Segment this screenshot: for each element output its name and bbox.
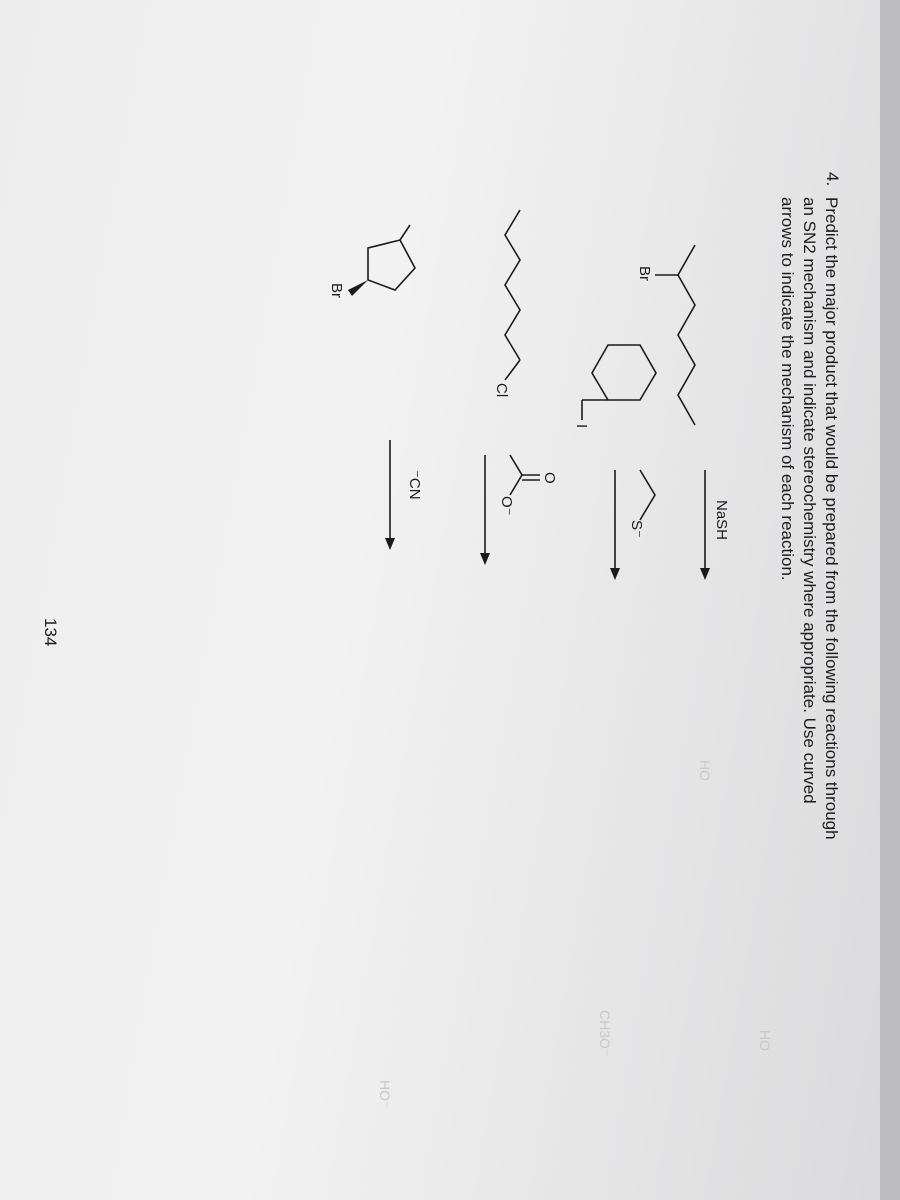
reaction-3 [480,210,558,565]
show-through-marks [377,760,773,1108]
substrate-2-label: I [573,424,590,429]
reaction-1 [636,245,730,580]
reaction-2-arrowhead [610,568,620,580]
reagent-3-acetate [510,455,522,495]
substrate-2-ring [592,345,656,400]
substrate-1-chain [678,245,695,425]
svg-text:HO: HO [757,1030,773,1051]
substrate-4-label: Br [328,283,345,298]
reaction-1-arrowhead [700,568,710,580]
question-prompt: Predict the major product that would be prepared from the following reactions through an SN2 mechanism and indicate stereochemistry where appropriate. Use curved arrows to indicate the mechanism of each reaction. [778,197,841,840]
substrate-4-ring [368,240,415,290]
substrate-4-methyl [400,225,410,240]
reaction-3-arrowhead [480,553,490,565]
svg-text:CH3O⁻: CH3O⁻ [597,1010,613,1057]
substrate-1-label: Br [636,266,653,281]
substrate-3-cl-bond [505,360,520,380]
reaction-3-reagent: O⁻ [498,496,515,516]
svg-text:HO⁻: HO⁻ [377,1080,393,1109]
reaction-4 [328,225,423,550]
reaction-4-reagent: ⁻CN [406,470,423,500]
page-number: 134 [41,618,60,647]
reaction-1-reagent: NaSH [713,500,730,541]
question-number: 4. [823,172,842,187]
substrate-4-wedge [348,280,368,296]
reaction-2-reagent: S⁻ [628,520,645,538]
reaction-4-arrowhead [385,538,395,550]
svg-text:HO: HO [697,760,713,781]
reaction-3-reagent-oxygen: O [541,472,558,484]
substrate-3-label: Cl [493,383,510,398]
reagent-2-ethyl [640,470,655,520]
substrate-3-chain [505,210,520,360]
reaction-2 [573,345,656,580]
